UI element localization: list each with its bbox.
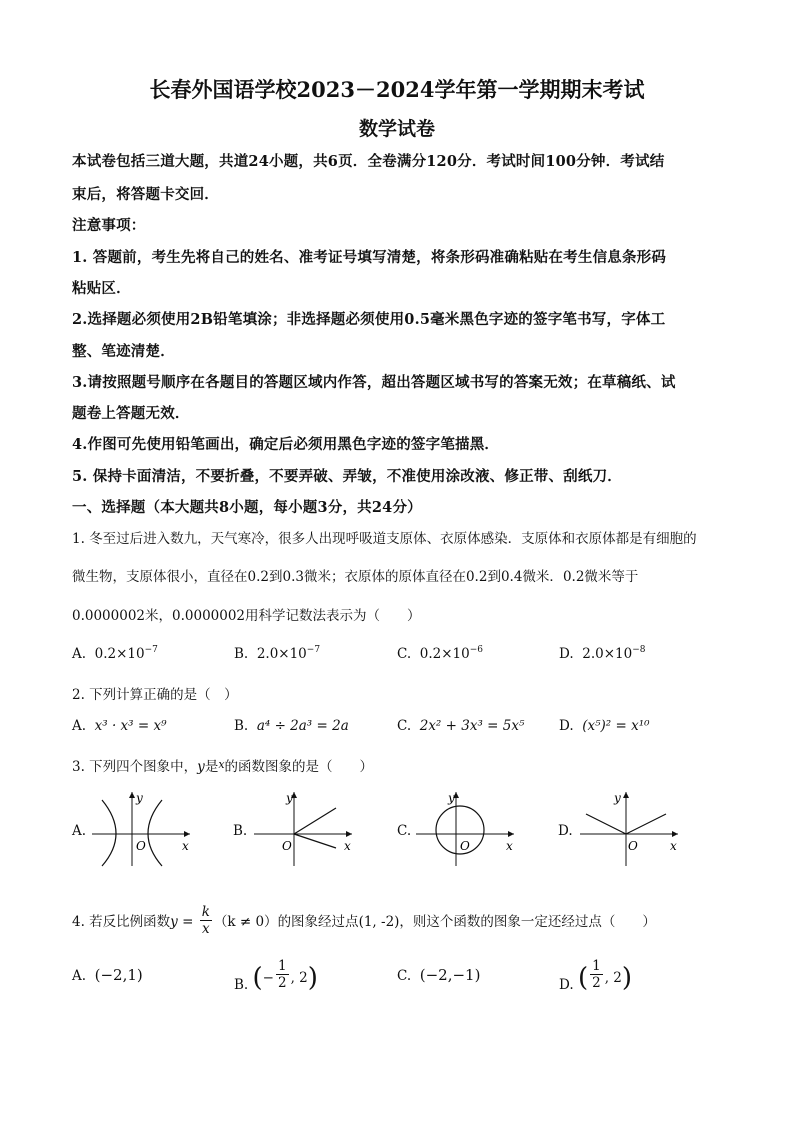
exam-title: 长春外国语学校2023－2024学年第一学期期末考试 — [149, 77, 645, 102]
note-1-line-2: 粘贴区． — [72, 280, 131, 297]
note-1-line-1: 1. 答题前，考生先将自己的姓名、准考证号填写清楚，将条形码准确粘贴在考生信息条形码 — [72, 249, 667, 266]
q4-option-b[interactable]: B. (− $\frac{1}{2}$ , 2) — [234, 958, 318, 993]
section-1-heading: 一、选择题（本大题共8小题，每小题3分，共24分） — [72, 499, 422, 516]
q2-option-c[interactable]: C. 2x² + 3x³ = 5x⁵ — [397, 718, 525, 734]
q3-option-a-label[interactable]: A. — [72, 823, 87, 839]
graph-d-x-label: x — [670, 839, 677, 853]
graph-d-origin: O — [628, 839, 638, 853]
notes-heading: 注意事项： — [72, 217, 146, 234]
q4-fraction: $\frac{k}{x}$ — [201, 904, 210, 937]
q2-option-b[interactable]: B. a⁴ ÷ 2a³ = 2a — [234, 718, 349, 734]
note-5: 5. 保持卡面清洁，不要折叠，不要弄破、弄皱，不准使用涂改液、修正带、刮纸刀． — [72, 468, 622, 485]
graph-c-y-label: y — [448, 791, 455, 805]
q2-option-d[interactable]: D. (x⁵)² = x¹⁰ — [559, 718, 650, 734]
q3-option-c-label[interactable]: C. — [397, 823, 412, 839]
q3-graph-a[interactable] — [90, 788, 200, 868]
q4-stem: 4. 若反比例函数y = $\frac{k}{x}$ （k ≠ 0）的图象经过点(1, -2)，则这个函数的图象一定还经过点（ ） — [72, 904, 656, 937]
note-3-line-1: 3.请按照题号顺序在各题目的答题区域内作答，超出答题区域书写的答案无效；在草稿纸、试 — [72, 374, 676, 391]
q1-line-1: 1. 冬至过后进入数九，天气寒冷，很多人出现呼吸道支原体、衣原体感染．支原体和衣原体都是有细胞的 — [72, 531, 697, 547]
q1-option-a[interactable]: A. $0.2\times 10^{-7}$ — [72, 645, 158, 662]
note-2-line-1: 2.选择题必须使用2B铅笔填涂；非选择题必须使用0.5毫米黑色字迹的签字笔书写，字体工 — [72, 311, 666, 328]
graph-a-y-label: y — [136, 791, 143, 805]
graph-c-x-label: x — [506, 839, 513, 853]
q4-option-d[interactable]: D. ( $\frac{1}{2}$ , 2) — [559, 958, 633, 993]
intro-line-2: 束后，将答题卡交回． — [72, 186, 219, 203]
q4-option-c[interactable]: C. (−2,−1) — [397, 966, 481, 984]
q1-line-2: 微生物，支原体很小，直径在0.2到0.3微米；衣原体的原体直径在0.2到0.4微米．0.2微米等于 — [72, 569, 639, 585]
q2-option-a[interactable]: A. x³ · x³ = x⁹ — [72, 718, 167, 734]
q1-option-c[interactable]: C. $0.2\times 10^{-6}$ — [397, 645, 483, 662]
note-3-line-2: 题卷上答题无效． — [72, 405, 190, 422]
graph-c-origin: O — [460, 839, 470, 853]
q3-graph-d[interactable] — [578, 788, 688, 868]
q3-graph-c[interactable] — [414, 788, 524, 868]
q1-option-d[interactable]: D. $2.0\times 10^{-8}$ — [559, 645, 646, 662]
note-4: 4.作图可先使用铅笔画出，确定后必须用黑色字迹的签字笔描黑． — [72, 436, 500, 453]
q1-option-b[interactable]: B. $2.0\times 10^{-7}$ — [234, 645, 321, 662]
graph-a-origin: O — [136, 839, 146, 853]
q4-option-d-fraction: $\frac{1}{2}$ — [592, 958, 601, 991]
q2-stem: 2. 下列计算正确的是（ ） — [72, 687, 238, 703]
graph-a-x-label: x — [182, 839, 189, 853]
q3-graph-b[interactable] — [252, 788, 362, 868]
q3-option-b-label[interactable]: B. — [233, 823, 248, 839]
q1-line-3: 0.0000002米，0.0000002用科学记数法表示为（ ） — [72, 608, 421, 624]
note-2-line-2: 整、笔迹清楚． — [72, 343, 175, 360]
q3-stem: 3. 下列四个图象中，y是$^x$的函数图象的是（ ） — [72, 758, 374, 775]
q4-option-a[interactable]: A. (−2,1) — [72, 966, 143, 984]
graph-b-y-label: y — [286, 791, 293, 805]
graph-b-x-label: x — [344, 839, 351, 853]
graph-d-y-label: y — [614, 791, 621, 805]
q4-option-b-fraction: $\frac{1}{2}$ — [277, 958, 287, 991]
q3-option-d-label[interactable]: D. — [558, 823, 573, 839]
graph-b-origin: O — [282, 839, 292, 853]
exam-subtitle: 数学试卷 — [358, 118, 435, 140]
intro-line-1: 本试卷包括三道大题，共道24小题，共6页．全卷满分120分．考试时间100分钟．考试结 — [72, 153, 665, 170]
